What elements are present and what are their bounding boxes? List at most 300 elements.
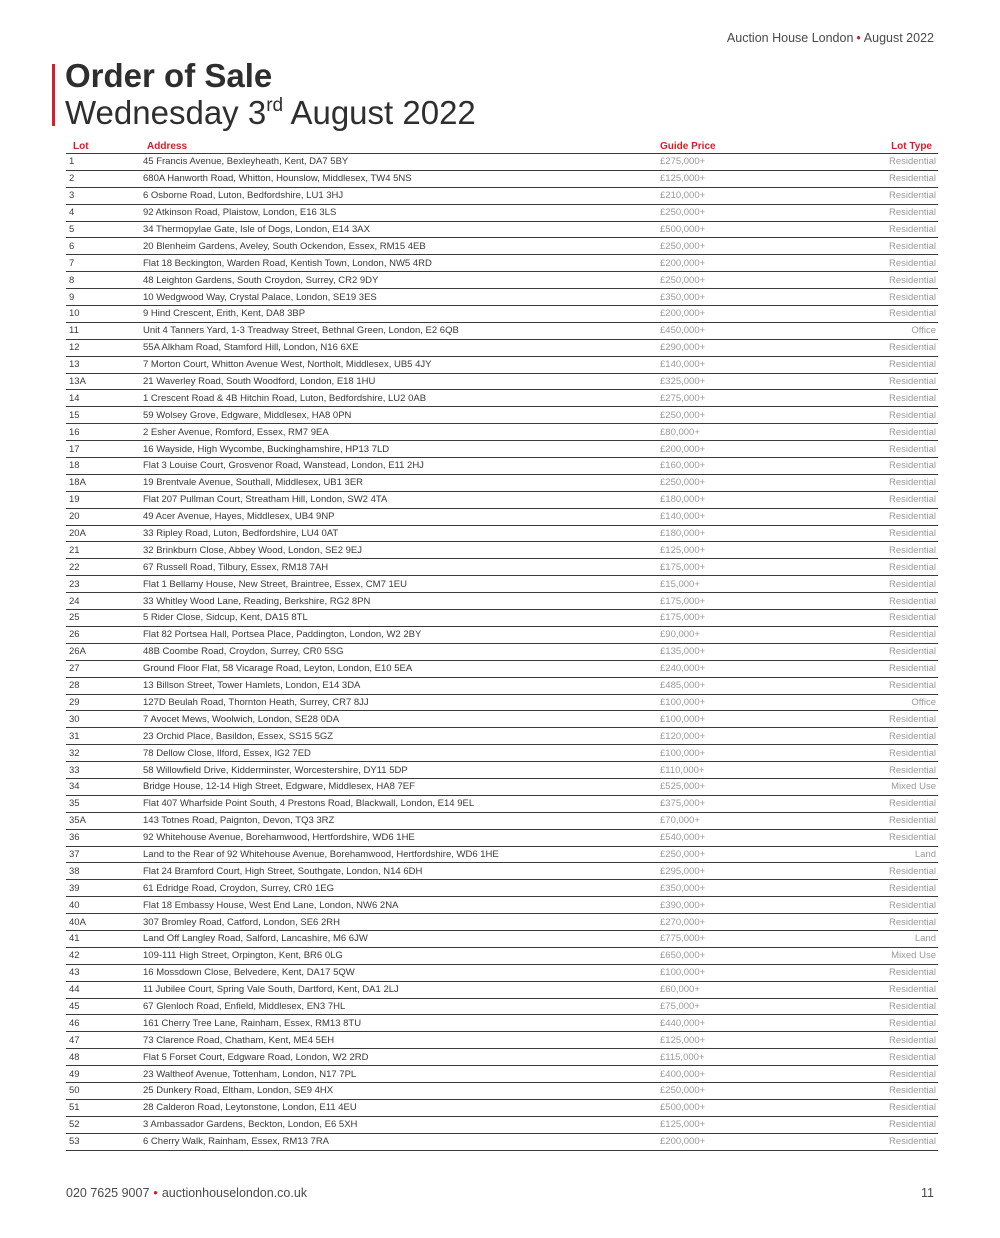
lot-type-cell: Residential bbox=[812, 660, 938, 677]
lot-type-cell: Residential bbox=[812, 981, 938, 998]
address-cell: 127D Beulah Road, Thornton Heath, Surrey, CR7 8JJ bbox=[143, 694, 658, 711]
title-accent-bar bbox=[52, 64, 55, 126]
table-row bbox=[66, 255, 938, 272]
guide-price-cell: £125,000+ bbox=[658, 1116, 812, 1133]
guide-price-cell: £125,000+ bbox=[658, 1032, 812, 1049]
address-cell: 1 Crescent Road & 4B Hitchin Road, Luton, Bedfordshire, LU2 0AB bbox=[143, 390, 658, 407]
table-row bbox=[66, 576, 938, 593]
guide-price-cell: £175,000+ bbox=[658, 610, 812, 627]
lot-cell: 26 bbox=[66, 626, 143, 643]
column-header-address: Address bbox=[143, 139, 658, 154]
order-of-sale-table bbox=[66, 139, 938, 1151]
table-body bbox=[66, 154, 938, 1151]
lot-cell: 48 bbox=[66, 1049, 143, 1066]
lot-cell: 42 bbox=[66, 947, 143, 964]
address-cell: Flat 207 Pullman Court, Streatham Hill, London, SW2 4TA bbox=[143, 491, 658, 508]
guide-price-cell: £440,000+ bbox=[658, 1015, 812, 1032]
lot-cell: 45 bbox=[66, 998, 143, 1015]
lot-cell: 52 bbox=[66, 1116, 143, 1133]
table-row bbox=[66, 643, 938, 660]
lot-cell: 53 bbox=[66, 1133, 143, 1150]
guide-price-cell: £70,000+ bbox=[658, 812, 812, 829]
guide-price-cell: £500,000+ bbox=[658, 221, 812, 238]
table-row bbox=[66, 322, 938, 339]
table-row bbox=[66, 289, 938, 306]
guide-price-cell: £485,000+ bbox=[658, 677, 812, 694]
address-cell: Ground Floor Flat, 58 Vicarage Road, Leyton, London, E10 5EA bbox=[143, 660, 658, 677]
lot-type-cell: Residential bbox=[812, 880, 938, 897]
guide-price-cell: £775,000+ bbox=[658, 930, 812, 947]
table-row bbox=[66, 930, 938, 947]
lot-cell: 49 bbox=[66, 1066, 143, 1083]
lot-type-cell: Residential bbox=[812, 390, 938, 407]
table-row bbox=[66, 424, 938, 441]
guide-price-cell: £200,000+ bbox=[658, 1133, 812, 1150]
lot-type-cell: Residential bbox=[812, 221, 938, 238]
lot-cell: 36 bbox=[66, 829, 143, 846]
lot-type-cell: Residential bbox=[812, 458, 938, 475]
address-cell: 9 Hind Crescent, Erith, Kent, DA8 3BP bbox=[143, 306, 658, 323]
table-row bbox=[66, 863, 938, 880]
lot-type-cell: Residential bbox=[812, 356, 938, 373]
address-cell: 161 Cherry Tree Lane, Rainham, Essex, RM13 8TU bbox=[143, 1015, 658, 1032]
table-row bbox=[66, 947, 938, 964]
lot-type-cell: Residential bbox=[812, 1049, 938, 1066]
address-cell: Unit 4 Tanners Yard, 1-3 Treadway Street, Bethnal Green, London, E2 6QB bbox=[143, 322, 658, 339]
address-cell: 33 Ripley Road, Luton, Bedfordshire, LU4 0AT bbox=[143, 525, 658, 542]
guide-price-cell: £125,000+ bbox=[658, 542, 812, 559]
address-cell: Flat 5 Forset Court, Edgware Road, London, W2 2RD bbox=[143, 1049, 658, 1066]
lot-cell: 18A bbox=[66, 474, 143, 491]
address-cell: 78 Dellow Close, Ilford, Essex, IG2 7ED bbox=[143, 745, 658, 762]
guide-price-cell: £250,000+ bbox=[658, 846, 812, 863]
guide-price-cell: £100,000+ bbox=[658, 694, 812, 711]
address-cell: 23 Waltheof Avenue, Tottenham, London, N17 7PL bbox=[143, 1066, 658, 1083]
lot-type-cell: Residential bbox=[812, 643, 938, 660]
address-cell: Flat 18 Embassy House, West End Lane, London, NW6 2NA bbox=[143, 897, 658, 914]
table-row bbox=[66, 390, 938, 407]
table-row bbox=[66, 1133, 938, 1150]
address-cell: Land to the Rear of 92 Whitehouse Avenue, Borehamwood, Hertfordshire, WD6 1HE bbox=[143, 846, 658, 863]
footer-phone: 020 7625 9007 bbox=[66, 1186, 150, 1200]
address-cell: 109-111 High Street, Orpington, Kent, BR6 0LG bbox=[143, 947, 658, 964]
table-row bbox=[66, 542, 938, 559]
lot-cell: 8 bbox=[66, 272, 143, 289]
lot-cell: 30 bbox=[66, 711, 143, 728]
table-row bbox=[66, 762, 938, 779]
lot-type-cell: Residential bbox=[812, 897, 938, 914]
lot-type-cell: Residential bbox=[812, 525, 938, 542]
lot-type-cell: Residential bbox=[812, 238, 938, 255]
address-cell: Flat 24 Bramford Court, High Street, Southgate, London, N14 6DH bbox=[143, 863, 658, 880]
guide-price-cell: £375,000+ bbox=[658, 795, 812, 812]
lot-type-cell: Residential bbox=[812, 626, 938, 643]
lot-cell: 9 bbox=[66, 289, 143, 306]
title-block bbox=[65, 58, 476, 132]
table-row bbox=[66, 170, 938, 187]
lot-type-cell: Residential bbox=[812, 1133, 938, 1150]
guide-price-cell: £250,000+ bbox=[658, 272, 812, 289]
table-row bbox=[66, 187, 938, 204]
table-row bbox=[66, 491, 938, 508]
guide-price-cell: £450,000+ bbox=[658, 322, 812, 339]
page-footer-contact bbox=[66, 1186, 307, 1200]
lot-cell: 40A bbox=[66, 914, 143, 931]
lot-type-cell: Residential bbox=[812, 576, 938, 593]
table-row bbox=[66, 1082, 938, 1099]
address-cell: 32 Brinkburn Close, Abbey Wood, London, SE2 9EJ bbox=[143, 542, 658, 559]
lot-type-cell: Residential bbox=[812, 441, 938, 458]
lot-cell: 29 bbox=[66, 694, 143, 711]
address-cell: 49 Acer Avenue, Hayes, Middlesex, UB4 9NP bbox=[143, 508, 658, 525]
guide-price-cell: £500,000+ bbox=[658, 1099, 812, 1116]
lot-type-cell: Residential bbox=[812, 373, 938, 390]
lot-cell: 15 bbox=[66, 407, 143, 424]
page-title: Order of Sale bbox=[65, 57, 273, 94]
guide-price-cell: £175,000+ bbox=[658, 559, 812, 576]
lot-type-cell: Residential bbox=[812, 829, 938, 846]
subtitle-ordinal: rd bbox=[266, 95, 284, 116]
table-row bbox=[66, 373, 938, 390]
guide-price-cell: £100,000+ bbox=[658, 711, 812, 728]
lot-cell: 11 bbox=[66, 322, 143, 339]
address-cell: 19 Brentvale Avenue, Southall, Middlesex, UB1 3ER bbox=[143, 474, 658, 491]
lot-cell: 44 bbox=[66, 981, 143, 998]
address-cell: Flat 407 Wharfside Point South, 4 Prestons Road, Blackwall, London, E14 9EL bbox=[143, 795, 658, 812]
lot-cell: 27 bbox=[66, 660, 143, 677]
subtitle-prefix: Wednesday 3 bbox=[65, 94, 267, 131]
guide-price-cell: £110,000+ bbox=[658, 762, 812, 779]
lot-type-cell: Residential bbox=[812, 863, 938, 880]
lot-cell: 25 bbox=[66, 610, 143, 627]
lot-type-cell: Mixed Use bbox=[812, 947, 938, 964]
lot-cell: 38 bbox=[66, 863, 143, 880]
lot-cell: 12 bbox=[66, 339, 143, 356]
lot-cell: 18 bbox=[66, 458, 143, 475]
lot-cell: 46 bbox=[66, 1015, 143, 1032]
table-header-row bbox=[66, 139, 938, 154]
bullet-separator: • bbox=[856, 31, 861, 45]
lot-type-cell: Residential bbox=[812, 1082, 938, 1099]
lot-cell: 39 bbox=[66, 880, 143, 897]
lot-type-cell: Residential bbox=[812, 542, 938, 559]
guide-price-cell: £275,000+ bbox=[658, 154, 812, 171]
lot-cell: 10 bbox=[66, 306, 143, 323]
guide-price-cell: £125,000+ bbox=[658, 170, 812, 187]
table-row bbox=[66, 525, 938, 542]
guide-price-cell: £540,000+ bbox=[658, 829, 812, 846]
lot-cell: 1 bbox=[66, 154, 143, 171]
table-row bbox=[66, 272, 938, 289]
lot-type-cell: Residential bbox=[812, 255, 938, 272]
table-row bbox=[66, 998, 938, 1015]
address-cell: 59 Wolsey Grove, Edgware, Middlesex, HA8 0PN bbox=[143, 407, 658, 424]
lot-type-cell: Residential bbox=[812, 711, 938, 728]
guide-price-cell: £175,000+ bbox=[658, 593, 812, 610]
guide-price-cell: £275,000+ bbox=[658, 390, 812, 407]
lot-cell: 40 bbox=[66, 897, 143, 914]
lot-cell: 24 bbox=[66, 593, 143, 610]
table-row bbox=[66, 711, 938, 728]
header-date: August 2022 bbox=[863, 31, 934, 45]
guide-price-cell: £250,000+ bbox=[658, 238, 812, 255]
address-cell: 73 Clarence Road, Chatham, Kent, ME4 5EH bbox=[143, 1032, 658, 1049]
lot-type-cell: Residential bbox=[812, 170, 938, 187]
lot-cell: 33 bbox=[66, 762, 143, 779]
table-row bbox=[66, 1116, 938, 1133]
table-row bbox=[66, 981, 938, 998]
table-row bbox=[66, 154, 938, 171]
address-cell: 11 Jubilee Court, Spring Vale South, Dartford, Kent, DA1 2LJ bbox=[143, 981, 658, 998]
address-cell: 92 Whitehouse Avenue, Borehamwood, Hertfordshire, WD6 1HE bbox=[143, 829, 658, 846]
page-subtitle bbox=[65, 94, 476, 132]
table-row bbox=[66, 204, 938, 221]
lot-type-cell: Residential bbox=[812, 593, 938, 610]
table-row bbox=[66, 964, 938, 981]
table-row bbox=[66, 694, 938, 711]
guide-price-cell: £325,000+ bbox=[658, 373, 812, 390]
guide-price-cell: £210,000+ bbox=[658, 187, 812, 204]
address-cell: 48B Coombe Road, Croydon, Surrey, CR0 5SG bbox=[143, 643, 658, 660]
table-row bbox=[66, 1032, 938, 1049]
table-row bbox=[66, 1015, 938, 1032]
address-cell: 34 Thermopylae Gate, Isle of Dogs, London, E14 3AX bbox=[143, 221, 658, 238]
lot-cell: 19 bbox=[66, 491, 143, 508]
lot-type-cell: Residential bbox=[812, 762, 938, 779]
lot-type-cell: Residential bbox=[812, 1066, 938, 1083]
table-row bbox=[66, 306, 938, 323]
lot-type-cell: Residential bbox=[812, 745, 938, 762]
address-cell: Land Off Langley Road, Salford, Lancashire, M6 6JW bbox=[143, 930, 658, 947]
guide-price-cell: £350,000+ bbox=[658, 880, 812, 897]
lot-type-cell: Residential bbox=[812, 491, 938, 508]
guide-price-cell: £115,000+ bbox=[658, 1049, 812, 1066]
address-cell: Flat 82 Portsea Hall, Portsea Place, Paddington, London, W2 2BY bbox=[143, 626, 658, 643]
lot-cell: 31 bbox=[66, 728, 143, 745]
address-cell: 25 Dunkery Road, Eltham, London, SE9 4HX bbox=[143, 1082, 658, 1099]
table-row bbox=[66, 356, 938, 373]
table-row bbox=[66, 846, 938, 863]
lot-cell: 50 bbox=[66, 1082, 143, 1099]
lot-type-cell: Residential bbox=[812, 610, 938, 627]
bullet-separator: • bbox=[153, 1186, 158, 1200]
lot-cell: 3 bbox=[66, 187, 143, 204]
column-header-lot-type: Lot Type bbox=[812, 139, 938, 154]
guide-price-cell: £200,000+ bbox=[658, 306, 812, 323]
header-company: Auction House London bbox=[726, 31, 854, 45]
lot-type-cell: Residential bbox=[812, 187, 938, 204]
lot-cell: 7 bbox=[66, 255, 143, 272]
address-cell: 48 Leighton Gardens, South Croydon, Surrey, CR2 9DY bbox=[143, 272, 658, 289]
lot-type-cell: Residential bbox=[812, 964, 938, 981]
lot-cell: 13A bbox=[66, 373, 143, 390]
lot-type-cell: Residential bbox=[812, 677, 938, 694]
guide-price-cell: £250,000+ bbox=[658, 1082, 812, 1099]
lot-type-cell: Office bbox=[812, 694, 938, 711]
guide-price-cell: £90,000+ bbox=[658, 626, 812, 643]
lot-cell: 2 bbox=[66, 170, 143, 187]
lot-cell: 17 bbox=[66, 441, 143, 458]
address-cell: 61 Edridge Road, Croydon, Surrey, CR0 1EG bbox=[143, 880, 658, 897]
table-row bbox=[66, 914, 938, 931]
lot-type-cell: Mixed Use bbox=[812, 778, 938, 795]
guide-price-cell: £525,000+ bbox=[658, 778, 812, 795]
guide-price-cell: £100,000+ bbox=[658, 964, 812, 981]
lot-cell: 51 bbox=[66, 1099, 143, 1116]
guide-price-cell: £250,000+ bbox=[658, 474, 812, 491]
guide-price-cell: £140,000+ bbox=[658, 356, 812, 373]
lot-type-cell: Land bbox=[812, 930, 938, 947]
table-row bbox=[66, 677, 938, 694]
table-row bbox=[66, 339, 938, 356]
address-cell: 92 Atkinson Road, Plaistow, London, E16 3LS bbox=[143, 204, 658, 221]
lot-cell: 22 bbox=[66, 559, 143, 576]
lot-type-cell: Residential bbox=[812, 559, 938, 576]
page-number: 11 bbox=[921, 1186, 934, 1200]
guide-price-cell: £100,000+ bbox=[658, 745, 812, 762]
lot-cell: 14 bbox=[66, 390, 143, 407]
address-cell: 67 Russell Road, Tilbury, Essex, RM18 7AH bbox=[143, 559, 658, 576]
lot-cell: 32 bbox=[66, 745, 143, 762]
address-cell: 6 Osborne Road, Luton, Bedfordshire, LU1 3HJ bbox=[143, 187, 658, 204]
address-cell: 33 Whitley Wood Lane, Reading, Berkshire, RG2 8PN bbox=[143, 593, 658, 610]
lot-type-cell: Residential bbox=[812, 1015, 938, 1032]
lot-type-cell: Residential bbox=[812, 306, 938, 323]
guide-price-cell: £270,000+ bbox=[658, 914, 812, 931]
lot-cell: 37 bbox=[66, 846, 143, 863]
guide-price-cell: £250,000+ bbox=[658, 407, 812, 424]
address-cell: 2 Esher Avenue, Romford, Essex, RM7 9EA bbox=[143, 424, 658, 441]
guide-price-cell: £120,000+ bbox=[658, 728, 812, 745]
lot-cell: 28 bbox=[66, 677, 143, 694]
lot-cell: 41 bbox=[66, 930, 143, 947]
guide-price-cell: £400,000+ bbox=[658, 1066, 812, 1083]
address-cell: Flat 18 Beckington, Warden Road, Kentish Town, London, NW5 4RD bbox=[143, 255, 658, 272]
address-cell: 28 Calderon Road, Leytonstone, London, E11 4EU bbox=[143, 1099, 658, 1116]
lot-type-cell: Residential bbox=[812, 508, 938, 525]
table-row bbox=[66, 458, 938, 475]
table-row bbox=[66, 441, 938, 458]
guide-price-cell: £160,000+ bbox=[658, 458, 812, 475]
page-header bbox=[727, 31, 934, 45]
address-cell: 7 Avocet Mews, Woolwich, London, SE28 0DA bbox=[143, 711, 658, 728]
lot-cell: 5 bbox=[66, 221, 143, 238]
footer-website: auctionhouselondon.co.uk bbox=[161, 1186, 308, 1200]
address-cell: 13 Billson Street, Tower Hamlets, London, E14 3DA bbox=[143, 677, 658, 694]
guide-price-cell: £140,000+ bbox=[658, 508, 812, 525]
lot-type-cell: Residential bbox=[812, 1099, 938, 1116]
table-row bbox=[66, 474, 938, 491]
address-cell: 20 Blenheim Gardens, Aveley, South Ockendon, Essex, RM15 4EB bbox=[143, 238, 658, 255]
guide-price-cell: £200,000+ bbox=[658, 255, 812, 272]
lot-cell: 20A bbox=[66, 525, 143, 542]
column-header-guide-price: Guide Price bbox=[658, 139, 812, 154]
lot-type-cell: Residential bbox=[812, 1116, 938, 1133]
address-cell: 55A Alkham Road, Stamford Hill, London, N16 6XE bbox=[143, 339, 658, 356]
lot-type-cell: Office bbox=[812, 322, 938, 339]
guide-price-cell: £75,000+ bbox=[658, 998, 812, 1015]
lot-type-cell: Residential bbox=[812, 407, 938, 424]
table-row bbox=[66, 1066, 938, 1083]
lot-cell: 35 bbox=[66, 795, 143, 812]
address-cell: Bridge House, 12-14 High Street, Edgware, Middlesex, HA8 7EF bbox=[143, 778, 658, 795]
address-cell: 45 Francis Avenue, Bexleyheath, Kent, DA7 5BY bbox=[143, 154, 658, 171]
address-cell: 10 Wedgwood Way, Crystal Palace, London, SE19 3ES bbox=[143, 289, 658, 306]
table-row bbox=[66, 880, 938, 897]
table-row bbox=[66, 407, 938, 424]
table-row bbox=[66, 559, 938, 576]
address-cell: 21 Waverley Road, South Woodford, London, E18 1HU bbox=[143, 373, 658, 390]
guide-price-cell: £650,000+ bbox=[658, 947, 812, 964]
lot-type-cell: Land bbox=[812, 846, 938, 863]
table-row bbox=[66, 829, 938, 846]
table-row bbox=[66, 897, 938, 914]
lot-type-cell: Residential bbox=[812, 998, 938, 1015]
lot-type-cell: Residential bbox=[812, 728, 938, 745]
table-row bbox=[66, 660, 938, 677]
guide-price-cell: £200,000+ bbox=[658, 441, 812, 458]
lot-type-cell: Residential bbox=[812, 1032, 938, 1049]
table-row bbox=[66, 795, 938, 812]
guide-price-cell: £80,000+ bbox=[658, 424, 812, 441]
lot-type-cell: Residential bbox=[812, 424, 938, 441]
subtitle-suffix: August 2022 bbox=[283, 94, 476, 131]
lot-type-cell: Residential bbox=[812, 914, 938, 931]
address-cell: 16 Wayside, High Wycombe, Buckinghamshire, HP13 7LD bbox=[143, 441, 658, 458]
guide-price-cell: £60,000+ bbox=[658, 981, 812, 998]
table-row bbox=[66, 1099, 938, 1116]
address-cell: Flat 3 Louise Court, Grosvenor Road, Wanstead, London, E11 2HJ bbox=[143, 458, 658, 475]
lot-type-cell: Residential bbox=[812, 154, 938, 171]
address-cell: 307 Bromley Road, Catford, London, SE6 2RH bbox=[143, 914, 658, 931]
lot-cell: 35A bbox=[66, 812, 143, 829]
lot-cell: 4 bbox=[66, 204, 143, 221]
lot-cell: 26A bbox=[66, 643, 143, 660]
lot-cell: 34 bbox=[66, 778, 143, 795]
lot-cell: 23 bbox=[66, 576, 143, 593]
address-cell: 5 Rider Close, Sidcup, Kent, DA15 8TL bbox=[143, 610, 658, 627]
guide-price-cell: £180,000+ bbox=[658, 491, 812, 508]
lot-type-cell: Residential bbox=[812, 289, 938, 306]
table-row bbox=[66, 728, 938, 745]
guide-price-cell: £390,000+ bbox=[658, 897, 812, 914]
address-cell: 143 Totnes Road, Paignton, Devon, TQ3 3RZ bbox=[143, 812, 658, 829]
guide-price-cell: £240,000+ bbox=[658, 660, 812, 677]
table-row bbox=[66, 626, 938, 643]
column-header-lot: Lot bbox=[66, 139, 143, 154]
address-cell: 58 Willowfield Drive, Kidderminster, Worcestershire, DY11 5DP bbox=[143, 762, 658, 779]
lot-cell: 13 bbox=[66, 356, 143, 373]
table-row bbox=[66, 221, 938, 238]
lot-cell: 6 bbox=[66, 238, 143, 255]
table-row bbox=[66, 778, 938, 795]
table-row bbox=[66, 508, 938, 525]
guide-price-cell: £15,000+ bbox=[658, 576, 812, 593]
guide-price-cell: £180,000+ bbox=[658, 525, 812, 542]
table-row bbox=[66, 1049, 938, 1066]
table-row bbox=[66, 238, 938, 255]
table-row bbox=[66, 610, 938, 627]
lot-type-cell: Residential bbox=[812, 204, 938, 221]
address-cell: Flat 1 Bellamy House, New Street, Braintree, Essex, CM7 1EU bbox=[143, 576, 658, 593]
lot-cell: 16 bbox=[66, 424, 143, 441]
lot-type-cell: Residential bbox=[812, 272, 938, 289]
guide-price-cell: £135,000+ bbox=[658, 643, 812, 660]
address-cell: 16 Mossdown Close, Belvedere, Kent, DA17 5QW bbox=[143, 964, 658, 981]
lot-type-cell: Residential bbox=[812, 339, 938, 356]
address-cell: 680A Hanworth Road, Whitton, Hounslow, Middlesex, TW4 5NS bbox=[143, 170, 658, 187]
lot-cell: 20 bbox=[66, 508, 143, 525]
